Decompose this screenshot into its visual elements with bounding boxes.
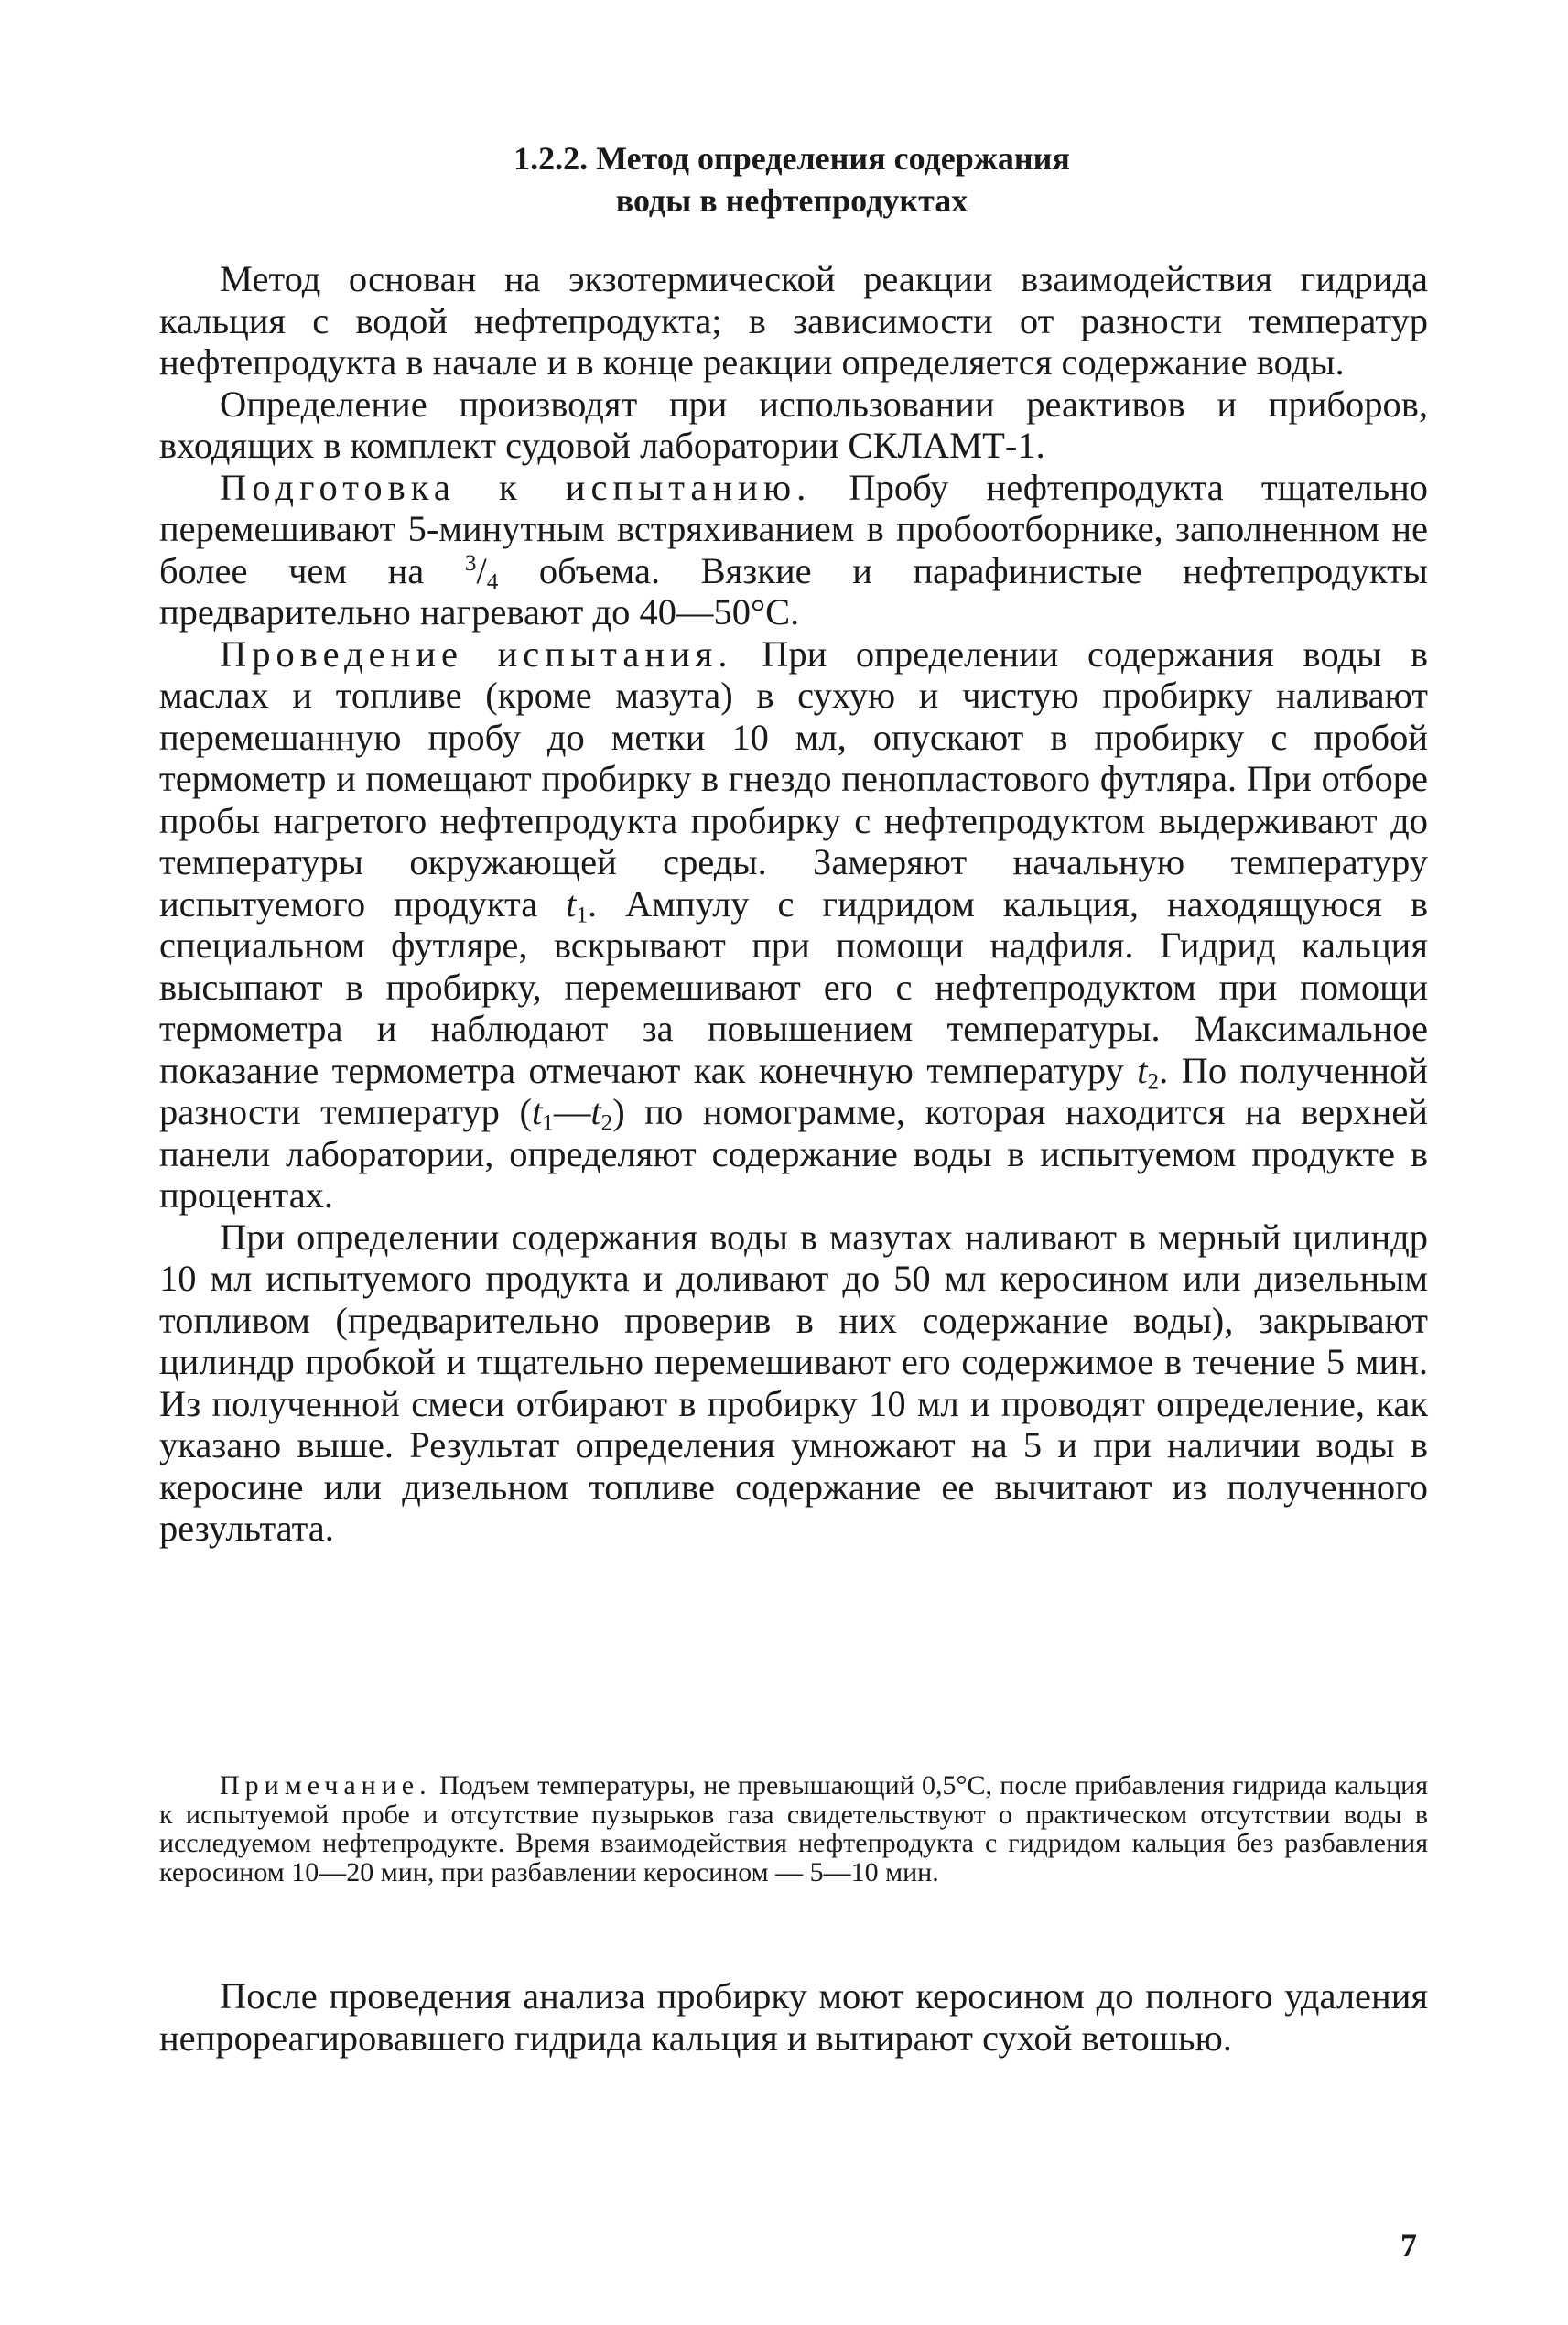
paragraph-preparation: Подготовка к испытанию. Пробу нефтепродукта тщательно перемешивают 5-минутным встряхиванием в пробоотборнике, заполненном не более чем на $^3/_4$ объема. Вязкие и парафинистые нефтепродукты предварительно нагревают до 40—50°С. — [159, 466, 1429, 633]
body-text — [159, 258, 1428, 1550]
difference-t2-subscript: 2 — [600, 1110, 613, 1136]
note-title: Примечание. — [220, 1770, 432, 1801]
fraction-denominator: 4 — [486, 568, 499, 594]
variable-t2: t — [1137, 1049, 1148, 1091]
paragraph-method-basis: Метод основан на экзотермической реакции взаимодействия гидрида кальция с водой нефтепродукта; в зависимости от разности температур нефтепродукта в начале и в конце реакции определяется содержание воды. — [159, 258, 1428, 383]
variable-t2-subscript: 2 — [1147, 1068, 1160, 1094]
page-number: 7 — [1400, 2227, 1417, 2264]
note-text: Подъем температуры, не превышающий 0,5°С, после прибавления гидрида кальция к испытуемой пробе и отсутствие пузырьков газа свидетельствуют о практическом отсутствии воды в исследуемом нефтепродукте. Время взаимодействия нефтепродукта с гидридом кальция без разбавления керосином 10—20 мин, при разбавлении керосином — 5—10 мин. — [159, 1770, 1429, 1887]
paragraph-procedure — [159, 633, 1428, 1217]
section-heading-line-1: 1.2.2. Метод определения содержания — [514, 140, 1070, 177]
paragraph-mazut: При определении содержания воды в мазутах наливают в мерный цилиндр 10 мл испытуемого продукта и доливают до 50 мл керосином или дизельным топливом (предварительно проверив в них содержание воды), закрывают цилиндр пробкой и тщательно перемешивают его содержимое в течение 5 мин. Из полученной смеси отбирают в пробирку 10 мл и проводят определение, как указано выше. Результат определения умножают на 5 и при наличии воды в керосине или дизельном топливе содержание ее вычитают из полученного результата. — [159, 1216, 1428, 1549]
section-heading — [156, 137, 1428, 222]
procedure-text-e: ) по номограмме, которая находится на верхней панели лаборатории, определяют содержание воды в испытуемом продукте в процентах. — [159, 1091, 1428, 1216]
final-paragraph: После проведения анализа пробирку моют керосином до полного удаления непрореагировавшего гидрида кальция и вытирают сухой ветошью. — [159, 1975, 1428, 2059]
preparation-text-b: объема. Вязкие и парафинистые нефтепродукты предварительно нагревают до 40—50°С. — [159, 549, 1429, 633]
difference-t1-subscript: 1 — [542, 1110, 554, 1136]
preparation-title: Подготовка к испытанию. — [220, 466, 812, 508]
section-heading-line-2: воды в нефтепродуктах — [615, 182, 968, 219]
fraction-numerator: 3 — [464, 550, 477, 576]
difference-t2: t — [590, 1091, 601, 1132]
variable-t1: t — [566, 882, 577, 925]
final-paragraph-block — [159, 1975, 1428, 2059]
procedure-text-b: . Ампулу с гидридом кальция, находящуюся в специальном футляре, вскрывают при помощи надфиля. Гидрид кальция высыпают в пробирку, перемешивают его с нефтепродуктом при помощи термометра и наблюдают за повышением температуры. Максимальное показание термометра отмечают как конечную температуру — [159, 882, 1428, 1091]
procedure-text-c: . По полученной разности температур ( — [159, 1049, 1429, 1132]
note-block — [159, 1771, 1428, 1887]
note-paragraph — [159, 1771, 1428, 1887]
preparation-text-a: Пробу нефтепродукта тщательно перемешивают 5-минутным встряхиванием в пробоотборнике, заполненном не более чем на — [159, 466, 1429, 591]
variable-t1-subscript: 1 — [576, 902, 588, 927]
difference-dash: — — [553, 1091, 591, 1132]
difference-t1: t — [532, 1091, 543, 1132]
procedure-title: Проведение испытания. — [220, 633, 733, 675]
paragraph-equipment: Определение производят при использовании реактивов и приборов, входящих в комплект судовой лаборатории СКЛАМТ-1. — [159, 383, 1428, 466]
procedure-text-a: При определении содержания воды в маслах и топливе (кроме мазута) в сухую и чистую пробирку наливают перемешанную пробу до метки 10 мл, опускают в пробирку с пробой термометр и помещают пробирку в гнездо пенопластового футляра. При отборе пробы нагретого нефтепродукта пробирку с нефтепродуктом выдерживают до температуры окружающей среды. Замеряют начальную температуру испытуемого продукта — [159, 633, 1428, 925]
